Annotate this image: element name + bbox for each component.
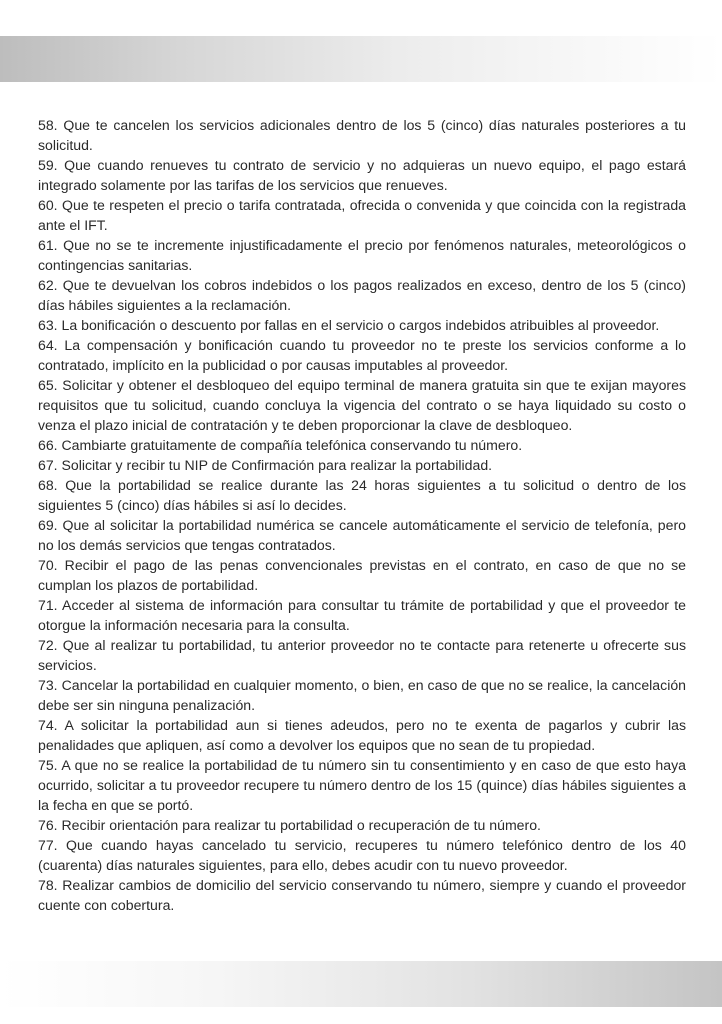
list-item: 70. Recibir el pago de las penas convencionales previstas en el contrato, en caso de que no se cumplan los plazos de portabilidad. xyxy=(38,557,686,593)
list-item: 74. A solicitar la portabilidad aun si tienes adeudos, pero no te exenta de pagarlos y cubrir las penalidades que apliquen, así como a devolver los equipos que no sean de tu propiedad. xyxy=(38,717,686,753)
list-item: 60. Que te respeten el precio o tarifa contratada, ofrecida o convenida y que coincida con la registrada ante el IFT. xyxy=(38,197,686,233)
footer-band xyxy=(0,961,722,1007)
list-item: 61. Que no se te incremente injustificadamente el precio por fenómenos naturales, meteorológicos o contingencias sanitarias. xyxy=(38,237,686,273)
list-item: 77. Que cuando hayas cancelado tu servicio, recuperes tu número telefónico dentro de los 40 (cuarenta) días naturales siguientes, para ello, debes acudir con tu nuevo proveedor. xyxy=(38,837,686,873)
list-item: 63. La bonificación o descuento por fallas en el servicio o cargos indebidos atribuibles al proveedor. xyxy=(38,317,660,333)
list-item: 72. Que al realizar tu portabilidad, tu anterior proveedor no te contacte para retenerte u ofrecerte sus servicios. xyxy=(38,637,686,673)
list-item: 78. Realizar cambios de domicilio del servicio conservando tu número, siempre y cuando el proveedor cuente con cobertura. xyxy=(38,877,686,913)
rights-list xyxy=(38,115,686,915)
list-item: 66. Cambiarte gratuitamente de compañía telefónica conservando tu número. xyxy=(38,437,523,453)
list-item: 76. Recibir orientación para realizar tu portabilidad o recuperación de tu número. xyxy=(38,817,541,833)
list-item: 73. Cancelar la portabilidad en cualquier momento, o bien, en caso de que no se realice, la cancelación debe ser sin ninguna penalización. xyxy=(38,677,686,713)
header-band xyxy=(0,36,722,82)
list-item: 71. Acceder al sistema de información para consultar tu trámite de portabilidad y que el proveedor te otorgue la información necesaria para la consulta. xyxy=(38,597,686,633)
list-item: 67. Solicitar y recibir tu NIP de Confirmación para realizar la portabilidad. xyxy=(38,457,493,473)
list-item: 62. Que te devuelvan los cobros indebidos o los pagos realizados en exceso, dentro de los 5 (cinco) días hábiles siguientes a la reclamación. xyxy=(38,277,686,313)
list-item: 64. La compensación y bonificación cuando tu proveedor no te preste los servicios conforme a lo contratado, implícito en la publicidad o por causas imputables al proveedor. xyxy=(38,337,686,373)
list-item: 59. Que cuando renueves tu contrato de servicio y no adquieras un nuevo equipo, el pago estará integrado solamente por las tarifas de los servicios que renueves. xyxy=(38,157,686,193)
list-item: 69. Que al solicitar la portabilidad numérica se cancele automáticamente el servicio de telefonía, pero no los demás servicios que tengas contratados. xyxy=(38,517,686,553)
list-item: 68. Que la portabilidad se realice durante las 24 horas siguientes a tu solicitud o dentro de los siguientes 5 (cinco) días hábiles si así lo decides. xyxy=(38,477,686,513)
list-item: 65. Solicitar y obtener el desbloqueo del equipo terminal de manera gratuita sin que te exijan mayores requisitos que tu solicitud, cuando concluya la vigencia del contrato o se haya liquidado su costo o venza el plazo inicial de contratación y te deben proporcionar la clave de desbloqueo. xyxy=(38,377,686,433)
list-item: 58. Que te cancelen los servicios adicionales dentro de los 5 (cinco) días naturales posteriores a tu solicitud. xyxy=(38,117,686,153)
list-item: 75. A que no se realice la portabilidad de tu número sin tu consentimiento y en caso de que esto haya ocurrido, solicitar a tu proveedor recupere tu número dentro de los 15 (quince) días hábiles siguientes a la fecha en que se portó. xyxy=(38,757,686,813)
